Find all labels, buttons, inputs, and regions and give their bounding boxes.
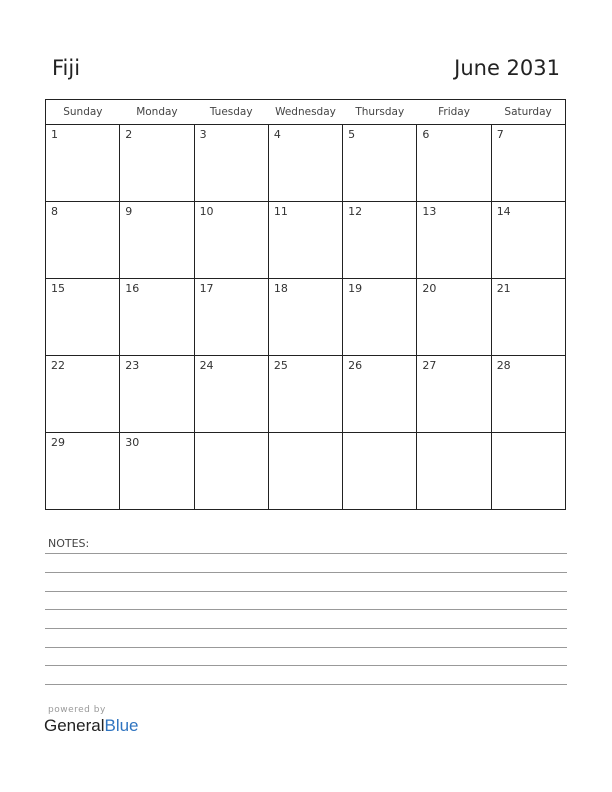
day-cell: [46, 279, 120, 356]
day-number: 6: [422, 128, 430, 141]
notes-line: [45, 647, 567, 648]
day-number: 7: [496, 128, 504, 141]
calendar-grid: [45, 99, 566, 510]
brand-blue-text: Blue: [104, 716, 139, 735]
day-cell: [268, 433, 342, 510]
day-cell: [46, 433, 120, 510]
brand-general-text: General: [44, 716, 105, 735]
day-number: 4: [273, 128, 281, 141]
notes-line: [45, 609, 567, 610]
day-number: 13: [422, 205, 437, 218]
day-cell: [120, 125, 194, 202]
day-cell: [46, 356, 120, 433]
day-cell: [343, 356, 417, 433]
day-number: 29: [51, 436, 65, 449]
day-number: 25: [273, 359, 288, 372]
weekday-thursday: Thursday: [343, 100, 417, 125]
day-cell: [343, 279, 417, 356]
day-number: [343, 433, 416, 436]
day-number: 3: [199, 128, 207, 141]
day-cell: [46, 125, 120, 202]
country-title: Fiji: [52, 56, 81, 80]
day-number: 27: [422, 359, 437, 372]
day-number: 10: [199, 205, 214, 218]
day-cell: [417, 356, 491, 433]
weekday-tuesday: Tuesday: [194, 100, 268, 125]
day-cell: [268, 202, 342, 279]
weekday-sunday: Sunday: [46, 100, 120, 125]
day-number: [492, 433, 565, 436]
day-cell: [194, 202, 268, 279]
week-row: [46, 125, 566, 202]
day-number: 22: [51, 359, 65, 372]
day-number: [417, 433, 490, 436]
day-number: 30: [125, 436, 140, 449]
day-cell: [343, 125, 417, 202]
week-row: [46, 202, 566, 279]
day-number: 16: [125, 282, 140, 295]
weekday-saturday: Saturday: [491, 100, 565, 125]
day-number: 21: [496, 282, 511, 295]
day-number: 15: [51, 282, 65, 295]
day-cell: [268, 279, 342, 356]
day-number: 18: [273, 282, 288, 295]
powered-by-text: powered by: [48, 705, 106, 715]
day-cell: [120, 433, 194, 510]
day-cell: [46, 202, 120, 279]
generalblue-logo: [44, 716, 139, 736]
notes-line: [45, 628, 567, 629]
day-number: 5: [348, 128, 356, 141]
day-cell: [194, 356, 268, 433]
day-number: 2: [125, 128, 133, 141]
day-cell: [343, 202, 417, 279]
notes-label: NOTES:: [48, 537, 90, 550]
weekday-friday: Friday: [417, 100, 491, 125]
day-cell: [417, 125, 491, 202]
day-number: 1: [51, 128, 58, 141]
day-number: 17: [199, 282, 214, 295]
day-number: 8: [51, 205, 58, 218]
day-number: 12: [348, 205, 363, 218]
day-cell: [120, 202, 194, 279]
day-cell: [491, 279, 565, 356]
day-number: 28: [496, 359, 511, 372]
day-number: 14: [496, 205, 511, 218]
day-number: 9: [125, 205, 133, 218]
notes-line: [45, 665, 567, 666]
notes-line: [45, 553, 567, 554]
day-cell: [194, 279, 268, 356]
day-cell: [417, 202, 491, 279]
month-year-title: June 2031: [454, 56, 560, 80]
day-cell: [120, 356, 194, 433]
day-cell: [491, 202, 565, 279]
day-cell: [120, 279, 194, 356]
day-cell: [343, 433, 417, 510]
week-row: [46, 279, 566, 356]
day-number: 23: [125, 359, 140, 372]
day-cell: [194, 433, 268, 510]
day-number: [195, 433, 268, 436]
notes-line: [45, 684, 567, 685]
weekday-header-row: [46, 100, 566, 125]
day-cell: [268, 125, 342, 202]
day-number: 19: [348, 282, 363, 295]
notes-line: [45, 591, 567, 592]
day-number: 20: [422, 282, 437, 295]
weekday-wednesday: Wednesday: [268, 100, 342, 125]
day-number: 26: [348, 359, 363, 372]
day-number: 24: [199, 359, 214, 372]
day-number: 11: [273, 205, 288, 218]
week-row: [46, 433, 566, 510]
day-cell: [417, 433, 491, 510]
notes-line: [45, 572, 567, 573]
day-cell: [268, 356, 342, 433]
weekday-monday: Monday: [120, 100, 194, 125]
day-cell: [194, 125, 268, 202]
day-number: [269, 433, 342, 436]
day-cell: [491, 125, 565, 202]
day-cell: [491, 356, 565, 433]
day-cell: [491, 433, 565, 510]
week-row: [46, 356, 566, 433]
day-cell: [417, 279, 491, 356]
